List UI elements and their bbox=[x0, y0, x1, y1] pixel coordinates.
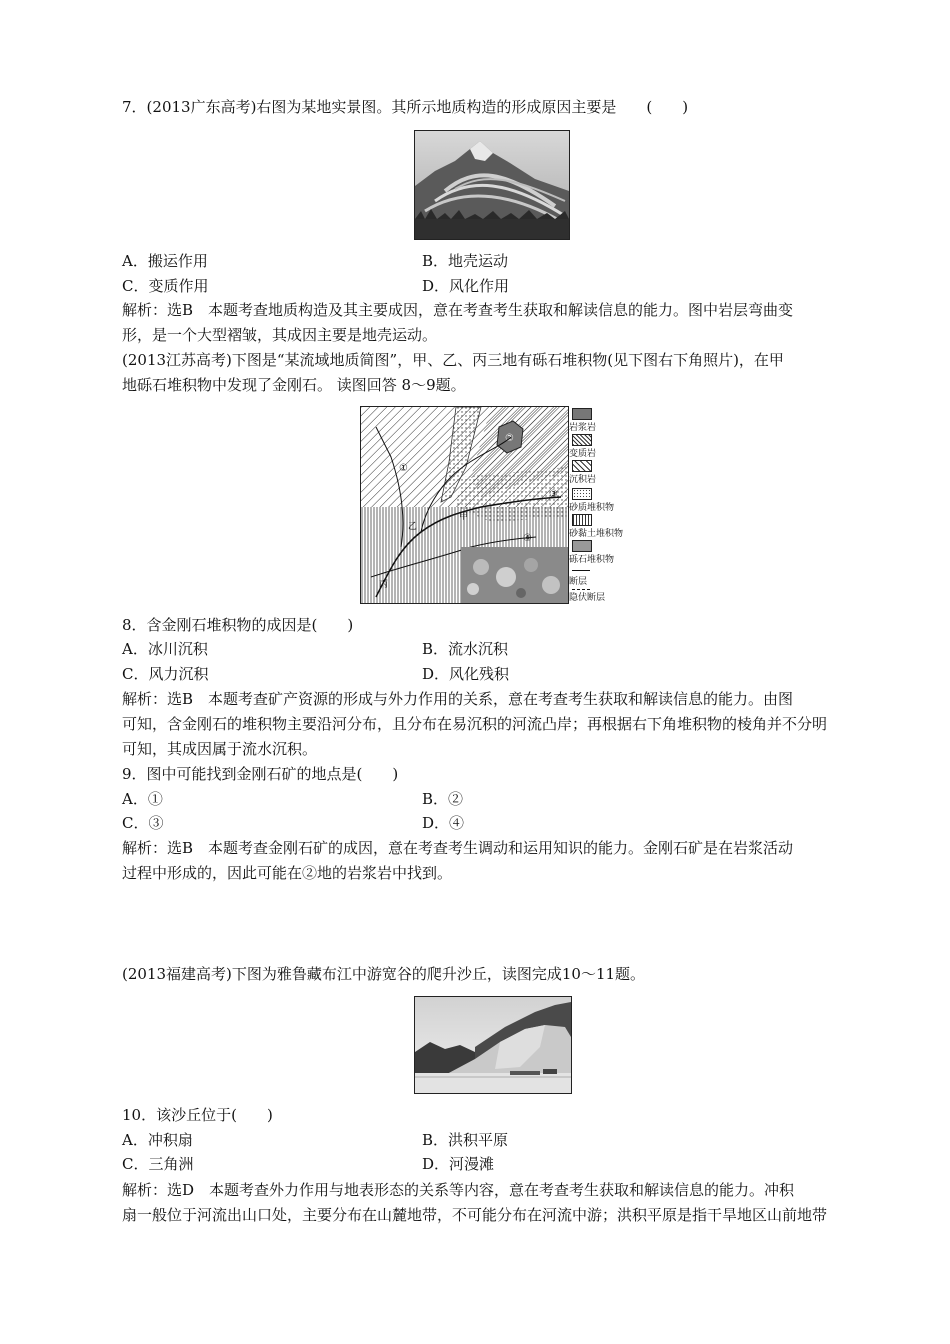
q10-option-d: D．河漫滩 bbox=[422, 1155, 495, 1173]
map-place-jia: 甲 bbox=[459, 512, 469, 522]
q7-option-d: D．风化作用 bbox=[422, 277, 510, 295]
q9-option-a: A．① bbox=[122, 790, 163, 808]
legend-label-igneous: 岩浆岩 bbox=[569, 423, 597, 433]
map-marker-1: ① bbox=[399, 463, 408, 474]
geological-map bbox=[360, 406, 569, 604]
q7-option-a: A．搬运作用 bbox=[122, 252, 208, 270]
mountain-fold-photo bbox=[414, 130, 570, 240]
q7-option-c: C．变质作用 bbox=[122, 277, 209, 295]
q10-option-b: B．洪积平原 bbox=[422, 1131, 509, 1149]
map-marker-4: ④ bbox=[523, 533, 532, 544]
map-place-bing: 丙 bbox=[379, 580, 389, 590]
q9-explanation-line1: 解析：选B 本题考查金刚石矿的成因，意在考查考生调动和运用知识的能力。金刚石矿是在岩浆活动 bbox=[122, 839, 794, 857]
map-place-yi: 乙 bbox=[408, 522, 418, 532]
legend-swatch-igneous bbox=[572, 408, 592, 420]
q10-stem: 10．该沙丘位于( ) bbox=[122, 1106, 273, 1124]
legend-swatch-sedimentary bbox=[572, 460, 592, 472]
map-legend bbox=[567, 406, 637, 602]
legend-label-metamorphic: 变质岩 bbox=[569, 449, 597, 459]
legend-label-sand-clay: 砂黏土堆积物 bbox=[569, 529, 624, 539]
q10-option-a: A．冲积扇 bbox=[122, 1131, 193, 1149]
q8-option-b: B．流水沉积 bbox=[422, 640, 509, 658]
legend-swatch-sand-clay bbox=[572, 514, 592, 526]
q10-option-c: C．三角洲 bbox=[122, 1155, 194, 1173]
legend-label-fault: 断层 bbox=[569, 577, 588, 587]
q7-explanation-line1: 解析：选B 本题考查地质构造及其主要成因，意在考查考生获取和解读信息的能力。图中岩层弯曲变 bbox=[122, 301, 794, 319]
q8-explanation-line2: 可知，含金刚石的堆积物主要沿河分布，且分布在易沉积的河流凸岸；再根据右下角堆积物的棱角并不分明 bbox=[122, 715, 828, 733]
map-marker-3: ③ bbox=[549, 489, 558, 500]
q8-option-c: C．风力沉积 bbox=[122, 665, 209, 683]
q9-option-c: C．③ bbox=[122, 814, 164, 832]
map-marker-2: ② bbox=[505, 433, 514, 444]
q9-stem: 9．图中可能找到金刚石矿的地点是( ) bbox=[122, 765, 399, 783]
q7-option-b: B．地壳运动 bbox=[422, 252, 509, 270]
intro-8-9-line1: (2013江苏高考)下图是“某流域地质简图”，甲、乙、丙三地有砾石堆积物(见下图右下角照片)，在甲 bbox=[122, 351, 784, 369]
q8-explanation-line1: 解析：选B 本题考查矿产资源的形成与外力作用的关系，意在考查考生获取和解读信息的能力。由图 bbox=[122, 690, 794, 708]
sand-dune-photo bbox=[414, 996, 572, 1094]
q7-stem: 7．(2013广东高考)右图为某地实景图。其所示地质构造的形成原因主要是 ( ) bbox=[122, 98, 689, 116]
legend-swatch-fault bbox=[572, 570, 590, 571]
q8-option-a: A．冰川沉积 bbox=[122, 640, 208, 658]
legend-label-gravel: 砾石堆积物 bbox=[569, 555, 615, 565]
legend-swatch-sand bbox=[572, 488, 592, 500]
intro-8-9-line2: 地砾石堆积物中发现了金刚石。 读图回答 8～9题。 bbox=[122, 376, 466, 394]
q8-option-d: D．风化残积 bbox=[422, 665, 510, 683]
q9-option-d: D．④ bbox=[422, 814, 465, 832]
legend-label-sedimentary: 沉积岩 bbox=[569, 475, 597, 485]
q10-explanation-line2: 扇一般位于河流出山口处，主要分布在山麓地带，不可能分布在河流中游；洪积平原是指干旱地区山前地带 bbox=[122, 1206, 828, 1224]
legend-label-hidden-fault: 隐伏断层 bbox=[569, 593, 606, 603]
q8-explanation-line3: 可知，其成因属于流水沉积。 bbox=[122, 740, 318, 758]
intro-10-11: (2013福建高考)下图为雅鲁藏布江中游宽谷的爬升沙丘，读图完成10～11题。 bbox=[122, 965, 646, 983]
legend-swatch-metamorphic bbox=[572, 434, 592, 446]
q9-explanation-line2: 过程中形成的，因此可能在②地的岩浆岩中找到。 bbox=[122, 864, 453, 882]
q8-stem: 8．含金刚石堆积物的成因是( ) bbox=[122, 616, 354, 634]
q9-option-b: B．② bbox=[422, 790, 464, 808]
legend-swatch-gravel bbox=[572, 540, 592, 552]
legend-label-sand: 砂质堆积物 bbox=[569, 503, 615, 513]
q10-explanation-line1: 解析：选D 本题考查外力作用与地表形态的关系等内容，意在考查考生获取和解读信息的能力。冲积 bbox=[122, 1181, 795, 1199]
q7-explanation-line2: 形，是一个大型褶皱，其成因主要是地壳运动。 bbox=[122, 326, 438, 344]
